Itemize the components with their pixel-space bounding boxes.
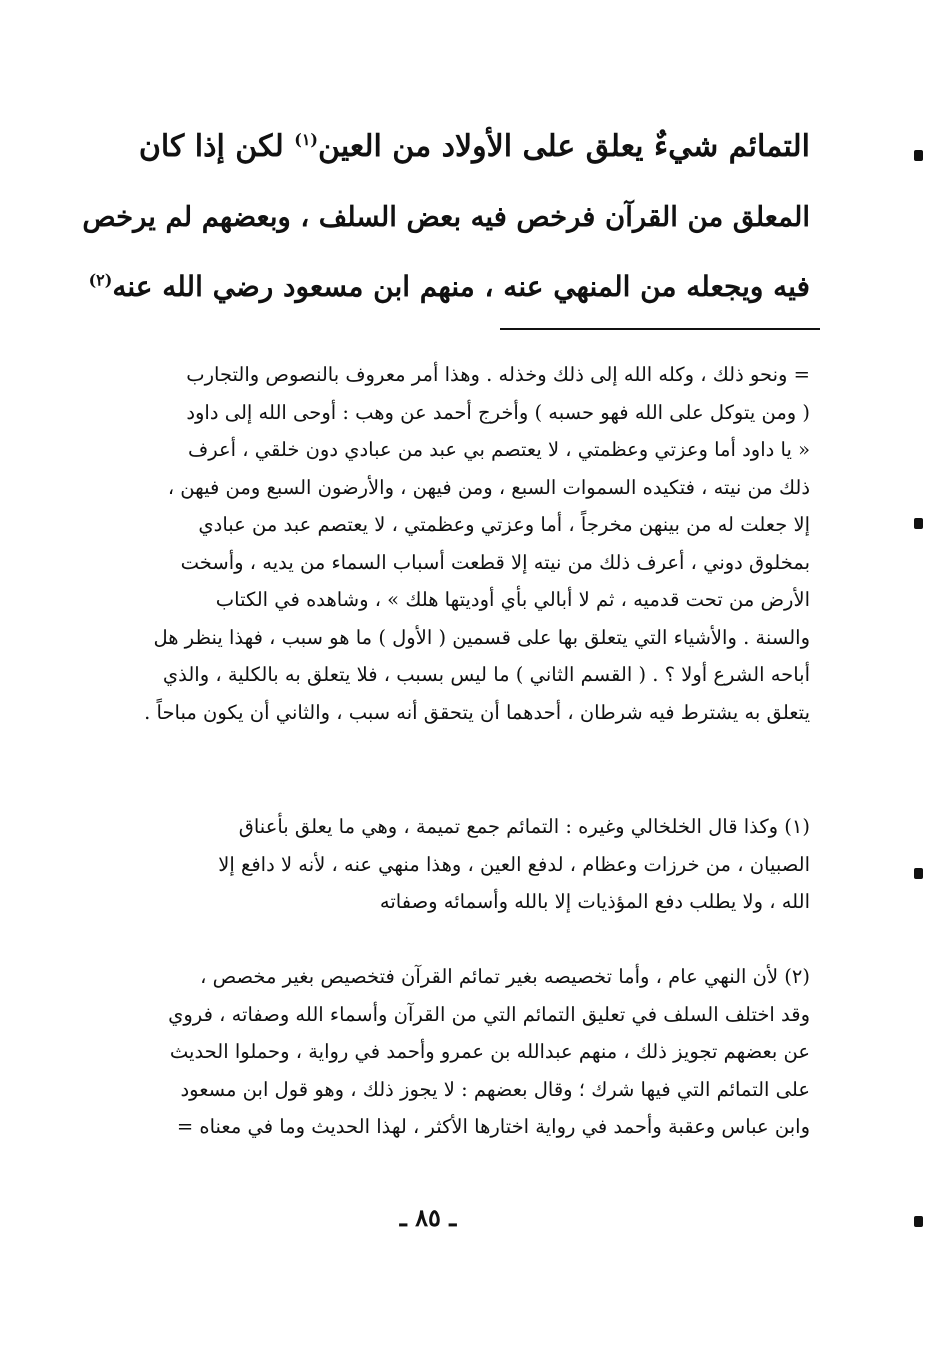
footnote-ref-1[interactable]: (١) xyxy=(294,130,318,149)
page-number: ـ ٨٥ ـ xyxy=(399,1203,457,1232)
main-text xyxy=(80,112,810,322)
note-line: إلا جعلت له من بينهن مخرجاً ، أما وعزتي وعظمتي ، لا يعتصم عبد من عبادي xyxy=(198,513,810,536)
footnote-line: (٢) لأن النهي عام ، وأما تخصيصه بغير تمائم القرآن فتخصيص بغير مخصص ، xyxy=(200,965,810,988)
note-line: = ونحو ذلك ، وكله الله إلى ذلك وخذله . وهذا أمر معروف بالنصوص والتجارب xyxy=(186,363,810,386)
binding-mark xyxy=(914,1216,923,1227)
footnote-separator xyxy=(500,328,820,330)
note-line: يتعلق به يشترط فيه شرطان ، أحدهما أن يتحقق أنه سبب ، والثاني أن يكون مباحاً . xyxy=(144,700,810,724)
footnote-ref-2[interactable]: (٢) xyxy=(88,270,113,290)
note-line: « يا داود أما وعزتي وعظمتي ، لا يعتصم بي عبد من عبادي دون خلقي ، أعرف xyxy=(188,438,810,461)
footnote-line: عن بعضهم تجويز ذلك ، منهم عبدالله بن عمرو وأحمد في رواية ، وحملوا الحديث xyxy=(169,1040,810,1063)
main-line-1: التمائم شيءٌ يعلق على الأولاد من العين$^{(١)}$ لكن إذا كان xyxy=(138,129,810,164)
main-line-3: فيه ويجعله من المنهي عنه ، منهم ابن مسعود رضي الله عنه$^{(٢)}$ xyxy=(88,270,810,303)
footnote-1 xyxy=(80,808,810,921)
continued-note xyxy=(80,356,810,731)
footnote-2 xyxy=(80,958,810,1146)
footnote-line: الله ، ولا يطلب دفع المؤذيات إلا بالله وأسمائه وصفاته xyxy=(379,890,810,913)
note-line: ( ومن يتوكل على الله فهو حسبه ) وأخرج أحمد عن وهب : أوحى الله إلى داود xyxy=(186,400,810,424)
note-line: والسنة . والأشياء التي يتعلق بها على قسمين ( الأول ) ما هو سبب ، فهذا ينظر هل xyxy=(153,625,810,649)
note-line: الأرض من تحت قدميه ، ثم لا أبالي بأي أوديتها هلك » ، وشاهده في الكتاب xyxy=(215,588,810,611)
binding-mark xyxy=(914,518,923,529)
main-line-2: المعلق من القرآن فرخص فيه بعض السلف ، وبعضهم لم يرخص xyxy=(82,201,810,233)
note-line: أباحه الشرع أولا ؟ . ( القسم الثاني ) ما ليس بسبب ، فلا يتعلق به بالكلية ، والذي xyxy=(162,663,810,686)
footnote-line: الصبيان ، من خرزات وعظام ، لدفع العين ، وهذا منهي عنه ، لأنه لا دافع إلا xyxy=(218,852,810,876)
footnote-line: وابن عباس وعقبة وأحمد في رواية اختارها الأكثر ، لهذا الحديث وما في معناه = xyxy=(176,1115,810,1138)
binding-mark xyxy=(914,868,923,879)
footnote-line: وقد اختلف السلف في تعليق التمائم التي من القرآن وأسماء الله وصفاته ، فروي xyxy=(168,1002,810,1026)
footnote-line: (١) وكذا قال الخلخالي وغيره : التمائم جمع تميمة ، وهي ما يعلق بأعناق xyxy=(238,815,810,838)
note-line: بمخلوق دوني ، أعرف ذلك من نيته إلا قطعت أسباب السماء من يديه ، وأسخت xyxy=(180,550,810,574)
footnote-line: على التمائم التي فيها شرك ؛ وقال بعضهم : لا يجوز ذلك ، وهو قول ابن مسعود xyxy=(180,1077,810,1101)
note-line: ذلك من نيته ، فتكيده السموات السبع ، ومن فيهن ، والأرضون السبع ومن فيهن ، xyxy=(167,475,810,499)
binding-mark xyxy=(914,150,923,161)
